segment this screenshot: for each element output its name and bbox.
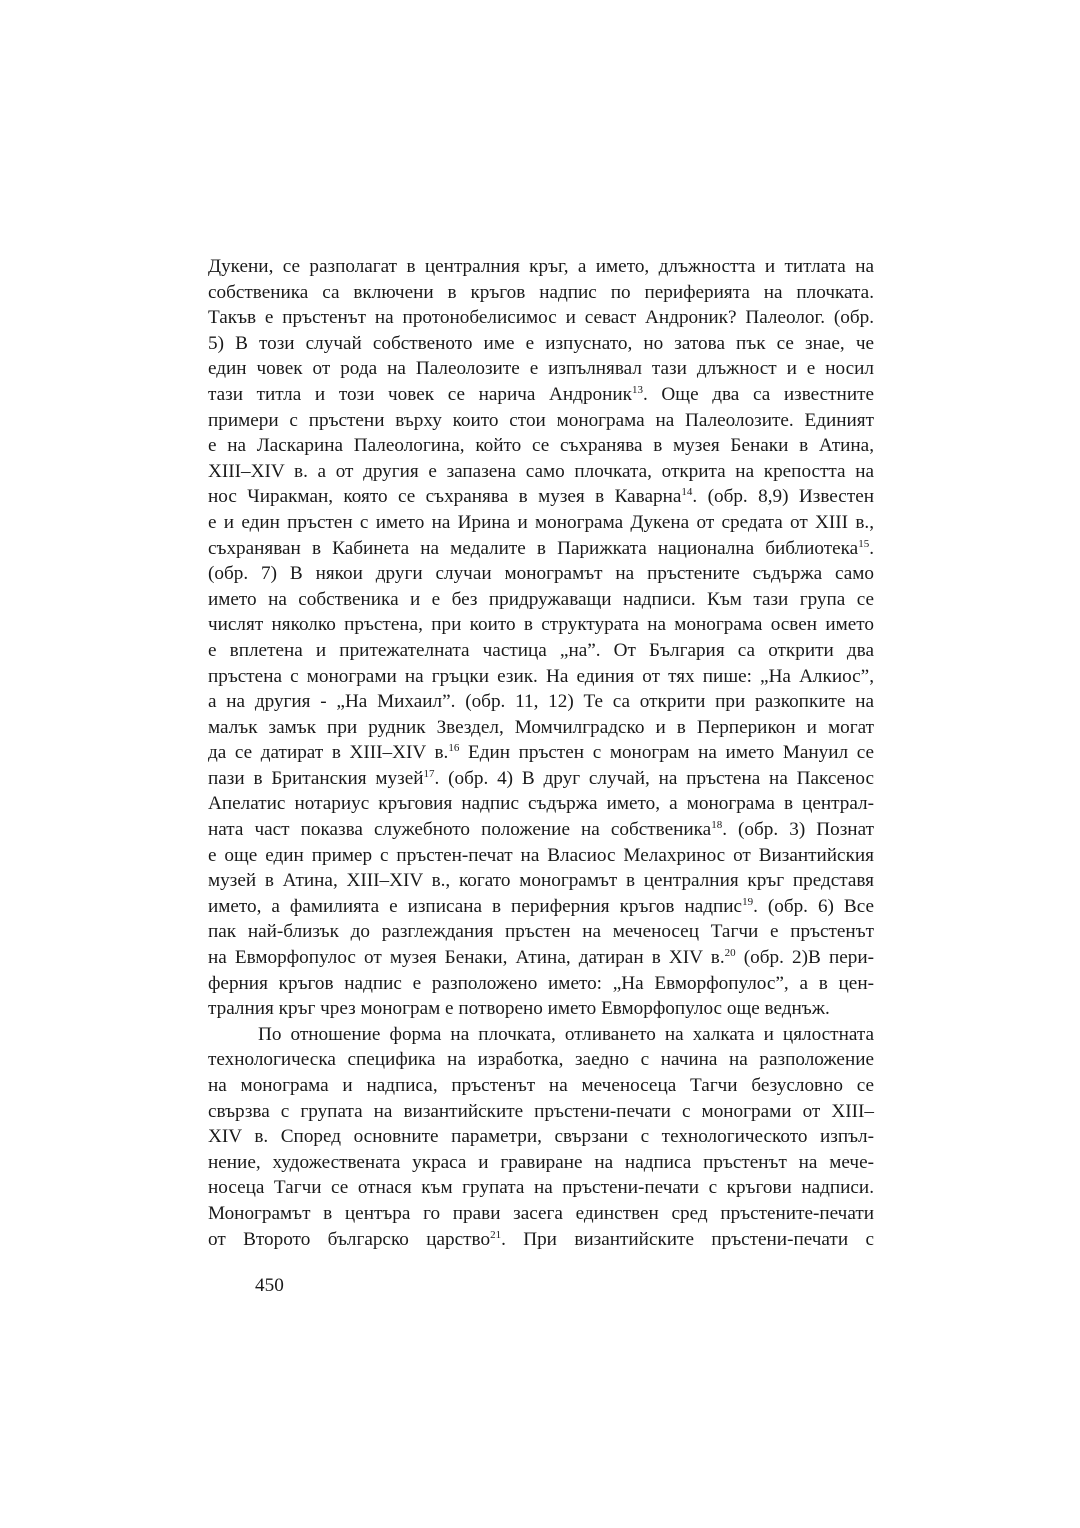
text-line	[208, 1022, 874, 1048]
text-line-continuation: (обр. 2)В пери-	[735, 947, 874, 969]
text-line	[208, 868, 874, 894]
text-line	[208, 894, 874, 920]
footnote-reference: 21	[490, 1228, 502, 1241]
text-line	[208, 1124, 874, 1150]
footnote-reference: 14	[681, 486, 693, 499]
text-line	[208, 561, 874, 587]
text-line-content: XIV в. Според основните параметри, свързани с технологическото изпъл-	[208, 1126, 874, 1148]
text-line-content: от Второто българско царство	[208, 1228, 491, 1250]
text-line-content: По отношение форма на плочката, отливането на халката и цялостната	[258, 1023, 874, 1045]
text-line-content: съхраняван в Кабинета на медалите в Парижката национална библиотека	[208, 537, 859, 559]
text-line-content: пръстена с монограми на гръцки език. На единия от тях пише: „На Алкиос”,	[208, 665, 874, 687]
text-line	[208, 919, 874, 945]
text-line-content: е още един пример с пръстен-печат на Власиос Мелахринос от Византийския	[208, 844, 874, 866]
text-line	[208, 1175, 874, 1201]
text-line	[208, 1047, 874, 1073]
text-line-content: малък замък при рудник Звездел, Момчилградско и в Перперикон и могат	[208, 716, 874, 738]
text-line-content: собственика са включени в кръгов надпис по периферията на плочката.	[208, 281, 874, 303]
footnote-reference: 19	[742, 895, 754, 908]
text-line-content: примери с пръстени върху които стои монограма на Палеолозите. Единият	[208, 409, 874, 431]
text-line-content: технологическа специфика на изработка, заедно с начина на разположение	[208, 1049, 874, 1071]
text-line	[208, 612, 874, 638]
text-line-content: Дукени, се разполагат в централния кръг, а името, длъжността и титлата на	[208, 256, 874, 277]
text-line-content: Монограмът в центъра го прави засега единствен сред пръстените-печати	[208, 1202, 874, 1224]
text-line	[208, 254, 874, 280]
text-line-content: тази титла и този човек се нарича Андроник	[208, 383, 632, 405]
text-line	[208, 766, 874, 792]
text-line	[208, 1073, 874, 1099]
text-line-content: е вплетена и притежателната частица „на”. От България са открити два	[208, 639, 874, 661]
text-line-content: нос Чиракман, която се съхранява в музея в Каварна	[208, 486, 682, 508]
text-line-content: на Евморфопулос от музея Бенаки, Атина, датиран в XIV в.	[208, 947, 725, 969]
text-line-content: свързва с групата на византийските пръстени-печати с монограми от XIII–	[208, 1100, 874, 1122]
text-line	[208, 971, 874, 997]
text-line	[208, 664, 874, 690]
text-line-content: музей в Атина, XIII–XIV в., когато монограмът в централния кръг представя	[208, 870, 874, 892]
text-line	[208, 689, 874, 715]
text-line	[208, 587, 874, 613]
footnote-reference: 18	[711, 819, 723, 832]
text-line	[208, 305, 874, 331]
text-line-content: (обр. 7) В някои други случаи монограмът на пръстените съдържа само	[208, 563, 874, 585]
text-line	[208, 1227, 874, 1253]
footnote-reference: 20	[724, 947, 736, 960]
text-line-content: името на собственика и е без придружаващи надписи. Към тази група се	[208, 588, 874, 610]
text-line-content: Такъв е пръстенът на протонобелисимос и севаст Андроник? Палеолог. (обр.	[208, 307, 874, 329]
text-line	[208, 536, 874, 562]
text-line-content: XIII–XIV в. а от другия е запазена само плочката, открита на крепостта на	[208, 460, 874, 482]
text-line-continuation: .	[869, 537, 874, 559]
text-line-content: 5) В този случай собственото име е изпуснато, но затова пък се знае, че	[208, 332, 874, 354]
text-line-content: един човек от рода на Палеолозите е изпълнявал тази длъжност и е носил	[208, 358, 874, 380]
footnote-reference: 17	[423, 767, 435, 780]
text-line	[208, 638, 874, 664]
text-line-content: носеца Тагчи се отнася към групата на пръстени-печати с кръгови надписи.	[208, 1177, 874, 1199]
text-line-content: Апелатис нотариус кръговия надпис съдържа името, а монограма в централ-	[208, 793, 874, 815]
text-line-content: ната част показва служебното положение на собственика	[208, 819, 712, 841]
text-line-continuation: . (обр. 8,9) Известен	[692, 486, 874, 508]
text-line	[208, 1099, 874, 1125]
text-line-content: числят няколко пръстена, при които в структурата на монограма освен името	[208, 614, 874, 636]
text-line	[208, 356, 874, 382]
text-line-content: нение, художествената украса и гравиране на надписа пръстенът на мече-	[208, 1151, 874, 1173]
text-line-continuation: . (обр. 4) В друг случай, на пръстена на Паксенос	[434, 767, 874, 789]
text-line-content: тралния кръг чрез монограм е потворено името Евморфопулос още веднъж.	[208, 998, 830, 1020]
text-line	[208, 484, 874, 510]
text-line	[208, 1201, 874, 1227]
text-line-content: ферния кръгов надпис е разположено името: „На Евморфопулос”, а в цен-	[208, 972, 874, 994]
text-line-content: пази в Британския музей	[208, 767, 424, 789]
text-line-continuation: Един пръстен с монограм на името Мануил се	[459, 742, 874, 764]
text-line	[208, 740, 874, 766]
footnote-reference: 13	[632, 383, 643, 396]
text-line	[208, 996, 874, 1022]
footnote-reference: 15	[858, 537, 870, 550]
text-line-content: да се датират в XIII–XIV в.	[208, 742, 449, 764]
page-number: 450	[255, 1275, 284, 1296]
text-line	[208, 945, 874, 971]
text-line	[208, 433, 874, 459]
body-text	[208, 254, 874, 1252]
text-line	[208, 843, 874, 869]
text-line-content: е на Ласкарина Палеологина, който се съхранява в музея Бенаки в Атина,	[208, 435, 874, 457]
text-line	[208, 280, 874, 306]
footnote-reference: 16	[448, 742, 460, 755]
text-line-continuation: . При византийските пръстени-печати с	[501, 1228, 874, 1250]
text-line-continuation: . (обр. 6) Все	[753, 895, 874, 917]
text-line-content: е и един пръстен с името на Ирина и монограма Дукена от средата от XIII в.,	[208, 511, 874, 533]
text-line-continuation: . Още два са известните	[643, 383, 874, 405]
text-line	[208, 1150, 874, 1176]
text-line	[208, 510, 874, 536]
text-line-content: на монограма и надписа, пръстенът на меченосеца Тагчи безусловно се	[208, 1075, 874, 1096]
text-line	[208, 715, 874, 741]
text-line	[208, 817, 874, 843]
text-line	[208, 408, 874, 434]
text-line-content: а на другия - „На Михаил”. (обр. 11, 12) Те са открити при разкопките на	[208, 691, 874, 713]
text-line	[208, 459, 874, 485]
text-line-content: името, а фамилията е изписана в периферния кръгов надпис	[208, 895, 743, 917]
text-line-content: пак най-близък до разглеждания пръстен на меченосец Тагчи е пръстенът	[208, 921, 874, 943]
text-line	[208, 382, 874, 408]
text-line	[208, 791, 874, 817]
text-line	[208, 331, 874, 357]
text-line-continuation: . (обр. 3) Познат	[722, 819, 874, 841]
